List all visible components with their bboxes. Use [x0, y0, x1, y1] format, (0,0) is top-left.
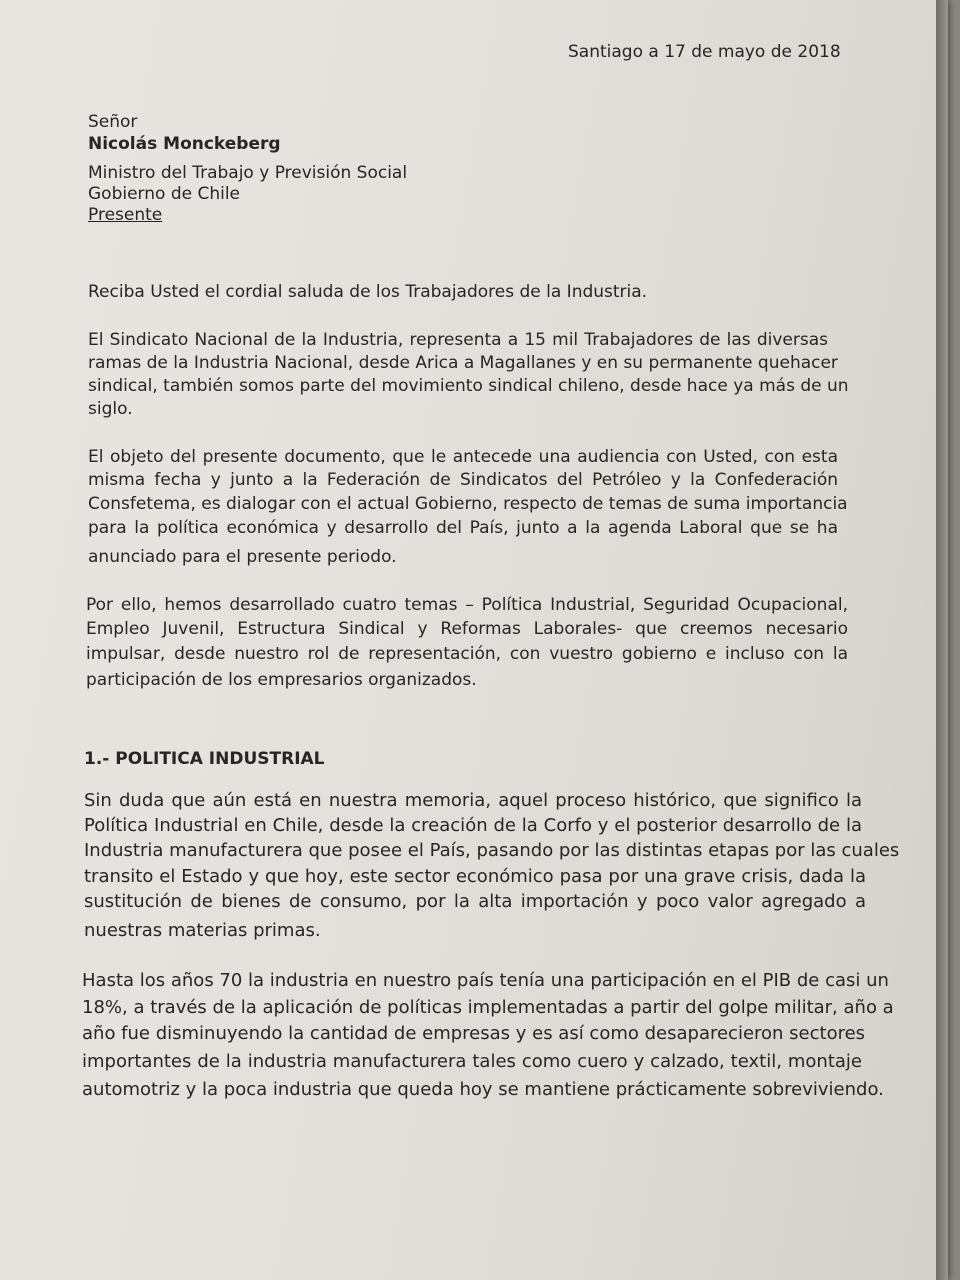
- paragraph-4-line: nuestras materias primas.: [84, 920, 321, 941]
- paragraph-4-line: transito el Estado y que hoy, este sector económico pasa por una grave crisis, dada la: [84, 866, 866, 887]
- paragraph-3-line: participación de los empresarios organizados.: [86, 670, 477, 690]
- paragraph-5-line: año fue disminuyendo la cantidad de empresas y es así como desaparecieron sectores: [82, 1023, 866, 1044]
- paragraph-2-line: para la política económica y desarrollo del País, junto a la agenda Laboral que se ha: [88, 518, 838, 538]
- section-heading: 1.- POLITICA INDUSTRIAL: [84, 749, 325, 769]
- paragraph-5-line: 18%, a través de la aplicación de políticas implementadas a partir del golpe militar, año a: [82, 997, 894, 1018]
- recipient-organization: Gobierno de Chile: [88, 184, 241, 204]
- recipient-presente: Presente: [88, 205, 163, 225]
- greeting: Reciba Usted el cordial saluda de los Trabajadores de la Industria.: [88, 282, 648, 302]
- paragraph-4-line: sustitución de bienes de consumo, por la alta importación y poco valor agregado a: [84, 891, 866, 912]
- paper-edge-shadow: [936, 0, 948, 1280]
- paragraph-4-line: Sin duda que aún está en nuestra memoria, aquel proceso histórico, que significo la: [84, 790, 862, 811]
- paragraph-2-line: Consfetema, es dialogar con el actual Gobierno, respecto de temas de suma importancia: [88, 494, 848, 514]
- paragraph-2-line: El objeto del presente documento, que le antecede una audiencia con Usted, con esta: [88, 447, 838, 467]
- recipient-salutation: Señor: [88, 112, 138, 132]
- paragraph-3-line: Por ello, hemos desarrollado cuatro temas – Política Industrial, Seguridad Ocupacional,: [86, 595, 848, 615]
- paragraph-4-line: Industria manufacturera que posee el País, pasando por las distintas etapas por las cuales: [84, 840, 900, 861]
- paragraph-1-line: siglo.: [88, 399, 133, 419]
- paragraph-4-line: Política Industrial en Chile, desde la creación de la Corfo y el posterior desarrollo de la: [84, 815, 862, 836]
- paragraph-3-line: impulsar, desde nuestro rol de representación, con vuestro gobierno e incluso con la: [86, 644, 848, 664]
- paragraph-2-line: misma fecha y junto a la Federación de Sindicatos del Petróleo y la Confederación: [88, 470, 838, 490]
- paragraph-5-line: Hasta los años 70 la industria en nuestro país tenía una participación en el PIB de casi un: [82, 970, 889, 991]
- paragraph-2-line: anunciado para el presente periodo.: [88, 547, 397, 567]
- paragraph-1-line: El Sindicato Nacional de la Industria, representa a 15 mil Trabajadores de las diversas: [88, 330, 828, 350]
- paragraph-3-line: Empleo Juvenil, Estructura Sindical y Reformas Laborales- que creemos necesario: [86, 619, 848, 639]
- recipient-position: Ministro del Trabajo y Previsión Social: [88, 163, 408, 183]
- letter-date: Santiago a 17 de mayo de 2018: [568, 42, 841, 62]
- paragraph-1-line: sindical, también somos parte del movimiento sindical chileno, desde hace ya más de un: [88, 376, 849, 396]
- paragraph-1-line: ramas de la Industria Nacional, desde Arica a Magallanes y en su permanente quehacer: [88, 353, 838, 373]
- paragraph-5-line: automotriz y la poca industria que queda hoy se mantiene prácticamente sobreviviendo.: [82, 1079, 884, 1100]
- recipient-name: Nicolás Monckeberg: [88, 134, 281, 154]
- paragraph-5-line: importantes de la industria manufacturera tales como cuero y calzado, textil, montaje: [82, 1051, 862, 1072]
